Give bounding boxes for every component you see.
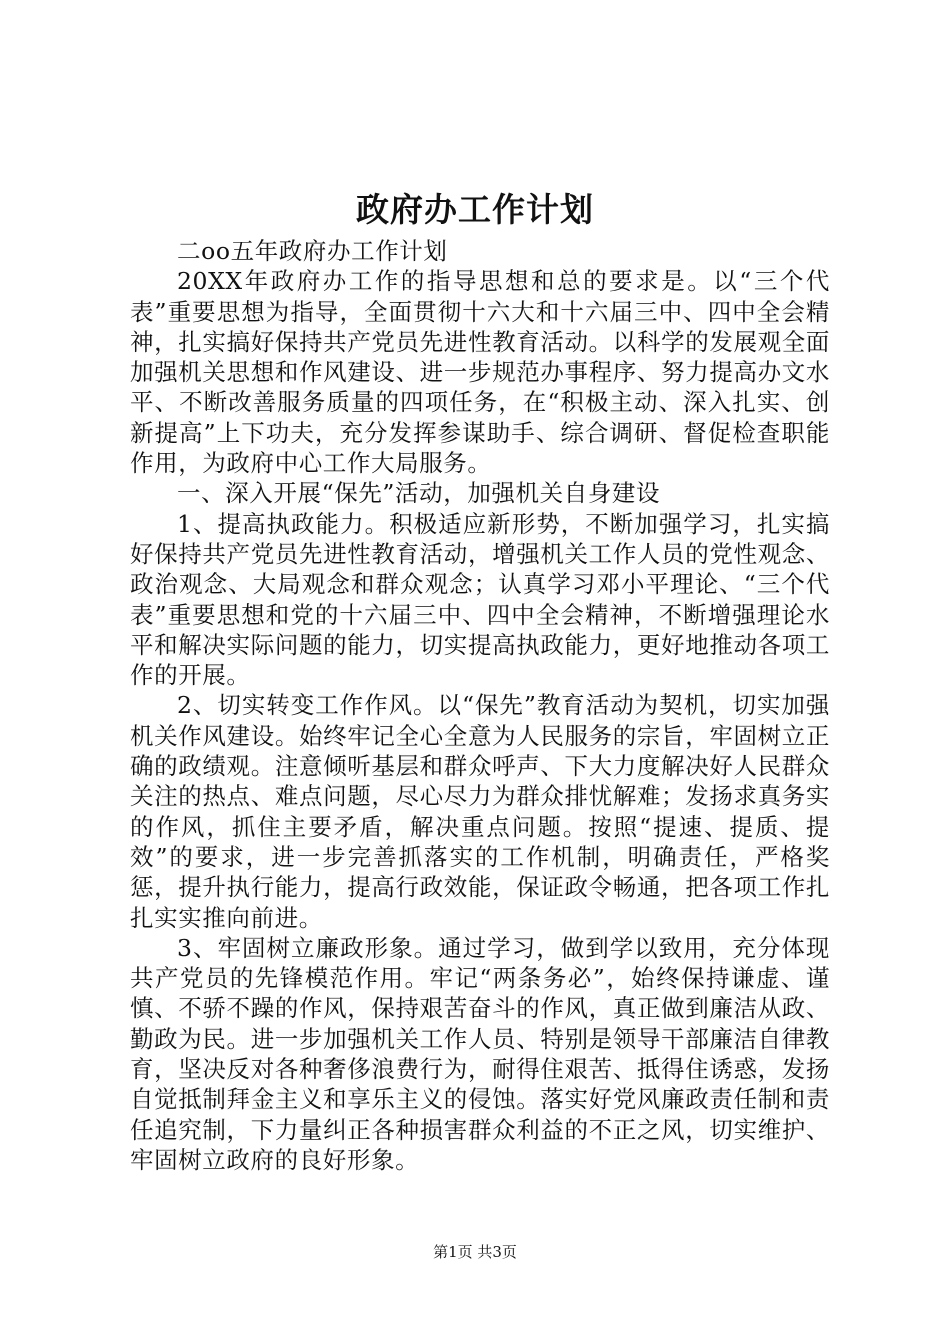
document-title: 政府办工作计划: [356, 190, 594, 229]
page-footer: 第1页 共3页: [433, 1243, 517, 1261]
paragraph-subtitle: 二oo五年政府办工作计划: [177, 237, 448, 265]
paragraph-item-2: 2、切实转变工作作风。以“保先”教育活动为契机，切实加强机关作风建设。始终牢记全心全意为人民服务的宗旨，牢固树立正确的政绩观。注意倾听基层和群众呼声、下大力度解决好人民群众关注的热点、难点问题，尽心尽力为群众排忧解难；发扬求真务实的作风，抓住主要矛盾，解决重点问题。按照“提速、提质、提效”的要求，进一步完善抓落实的工作机制，明确责任，严格奖惩，提升执行能力，提高行政效能，保证政令畅通，把各项工作扎扎实实推向前进。: [130, 691, 830, 932]
paragraph-item-3: 3、牢固树立廉政形象。通过学习，做到学以致用，充分体现共产党员的先锋模范作用。牢记“两条务必”，始终保持谦虚、谨慎、不骄不躁的作风，保持艰苦奋斗的作风，真正做到廉洁从政、勤政为民。进一步加强机关工作人员、特别是领导干部廉洁自律教育，坚决反对各种奢侈浪费行为，耐得住艰苦、抵得住诱惑，发扬自觉抵制拜金主义和享乐主义的侵蚀。落实好党风廉政责任制和责任追究制，下力量纠正各种损害群众利益的不正之风，切实维护、牢固树立政府的良好形象。: [130, 933, 830, 1174]
document-body: [130, 236, 830, 1175]
paragraph-intro: 20XX年政府办工作的指导思想和总的要求是。以“三个代表”重要思想为指导，全面贯彻十六大和十六届三中、四中全会精神，扎实搞好保持共产党员先进性教育活动。以科学的发展观全面加强机关思想和作风建设、进一步规范办事程序、努力提高办文水平、不断改善服务质量的四项任务，在“积极主动、深入扎实、创新提高”上下功夫，充分发挥参谋助手、综合调研、督促检查职能作用，为政府中心工作大局服务。: [130, 267, 830, 478]
paragraph-item-1: 1、提高执政能力。积极适应新形势，不断加强学习，扎实搞好保持共产党员先进性教育活动，增强机关工作人员的党性观念、政治观念、大局观念和群众观念；认真学习邓小平理论、“三个代表”重要思想和党的十六届三中、四中全会精神，不断增强理论水平和解决实际问题的能力，切实提高执政能力，更好地推动各项工作的开展。: [130, 509, 830, 690]
section-heading-1: 一、深入开展“保先”活动，加强机关自身建设: [177, 479, 661, 508]
